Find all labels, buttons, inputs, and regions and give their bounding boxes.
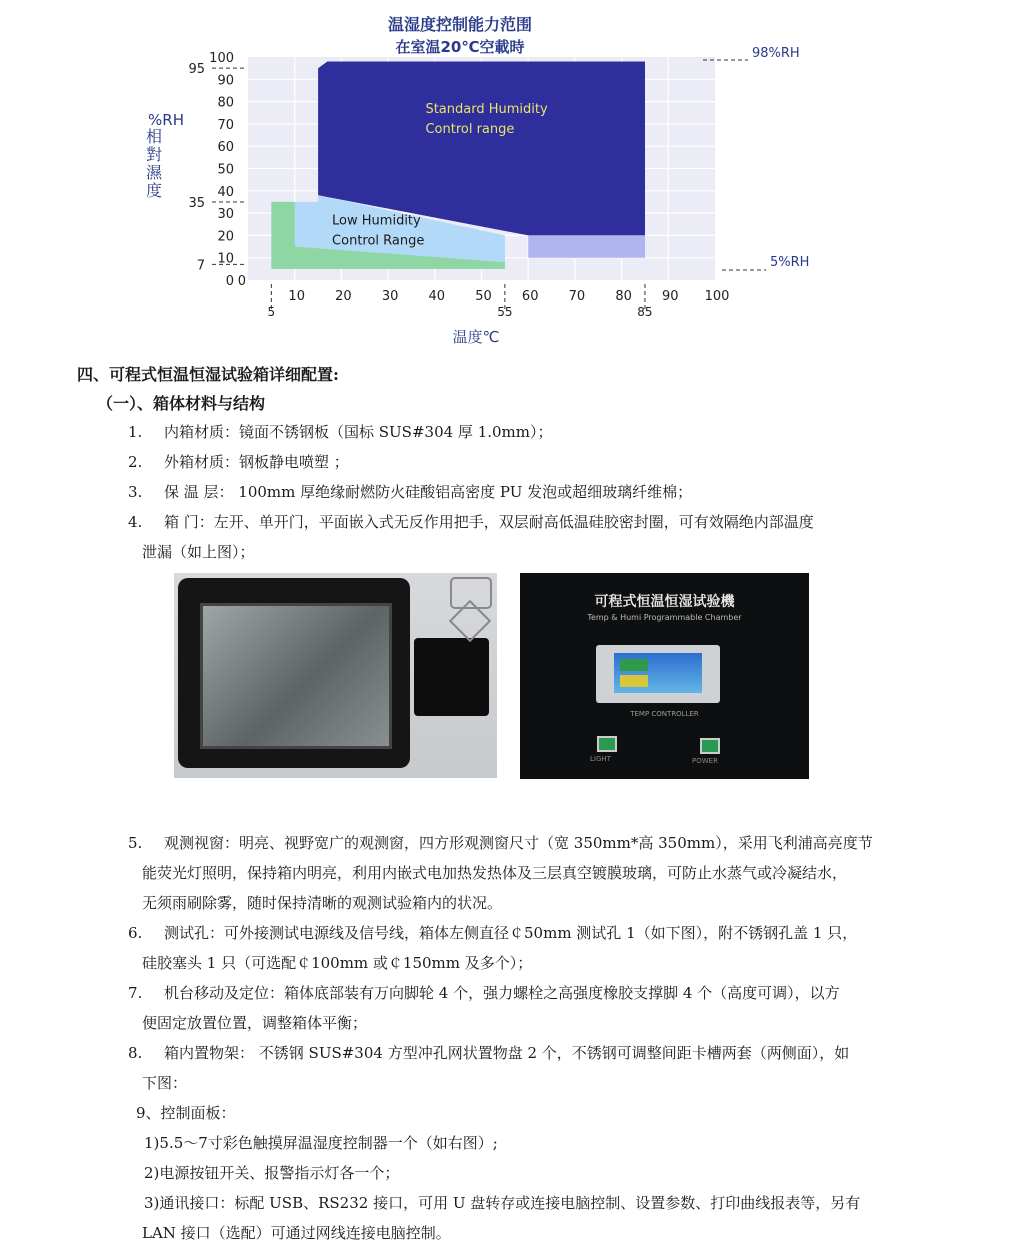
item-continuation: 硅胶塞头 1 只（可选配￠100mm 或￠150mm 及多个）； bbox=[142, 954, 533, 972]
region-label-standard: Standard Humidity bbox=[425, 101, 548, 117]
item-number: 5. bbox=[128, 834, 143, 852]
x-mark-label: 5 bbox=[267, 305, 276, 319]
section-subtitle: （一）、箱体材料与结构 bbox=[97, 394, 266, 413]
sub-item-continuation: LAN 接口（选配）可通过网线连接电脑控制。 bbox=[142, 1224, 451, 1242]
y-tick-label: 50 bbox=[217, 162, 234, 178]
region-label-standard: Control range bbox=[425, 121, 515, 137]
y-axis-label-cn: 對 bbox=[145, 145, 163, 164]
x-tick-label: 80 bbox=[615, 289, 632, 304]
item-text: 箱内置物架： 不锈钢 SUS#304 方型冲孔网状置物盘 2 个，不锈钢可调整间距卡槽两套（两侧面），如 bbox=[164, 1044, 850, 1062]
chart-title: 温湿度控制能力范围 bbox=[387, 15, 533, 34]
list-item bbox=[128, 447, 349, 477]
y-tick-label: 0 bbox=[225, 274, 234, 289]
x-axis-label: 温度℃ bbox=[452, 328, 500, 346]
item-continuation: 便固定放置位置，调整箱体平衡； bbox=[142, 1014, 368, 1032]
panel-title: 可程式恒温恒湿试验機 bbox=[594, 594, 735, 610]
item-continuation: 无须雨刷除雾，随时保持清晰的观测试验箱内的状况。 bbox=[142, 894, 503, 912]
y-tick-label: 20 bbox=[217, 229, 234, 245]
list-item bbox=[128, 828, 873, 858]
item-number: 4. bbox=[128, 513, 143, 531]
y-axis-label-cn: 濕 bbox=[145, 163, 163, 182]
right-label-98: 98%RH bbox=[752, 46, 800, 61]
plot-area bbox=[146, 51, 729, 319]
item-number: 3. bbox=[128, 483, 143, 501]
y-tick-label: 100 bbox=[209, 51, 234, 66]
item-text: 测试孔：可外接测试电源线及信号线，箱体左侧直径￠50mm 测试孔 1（如下图），附不锈钢孔盖 1 只， bbox=[164, 924, 858, 942]
item-number: 2. bbox=[128, 453, 143, 471]
section-title: 四、可程式恒温恒湿试验箱详细配置: bbox=[77, 365, 339, 384]
y-tick-label: 60 bbox=[217, 140, 234, 156]
y-mark-label: 35 bbox=[188, 195, 205, 211]
y-tick-label: 90 bbox=[217, 73, 234, 89]
x-tick-label: 20 bbox=[335, 289, 352, 304]
list-item bbox=[128, 417, 553, 447]
list-item bbox=[128, 978, 840, 1008]
x-tick-label: 60 bbox=[521, 289, 539, 304]
region-label-low: Control Range bbox=[332, 233, 425, 249]
y-tick-label: 30 bbox=[217, 207, 234, 223]
humidity-range-chart bbox=[0, 0, 1022, 360]
item-9-title: 9、控制面板： bbox=[136, 1104, 236, 1122]
item-number: 7. bbox=[128, 984, 143, 1002]
panel-subtitle: Temp & Humi Programmable Chamber bbox=[587, 613, 742, 622]
chart-subtitle: 在室温20℃空載時 bbox=[395, 38, 525, 56]
list-item bbox=[128, 1038, 849, 1068]
y-tick-label: 80 bbox=[217, 95, 234, 111]
item-text: 外箱材质：钢板静电喷塑 ； bbox=[164, 453, 349, 471]
x-tick-label: 40 bbox=[428, 289, 446, 304]
item-number: 1. bbox=[128, 423, 143, 441]
x-tick-label: 70 bbox=[568, 289, 586, 304]
y-tick-label: 40 bbox=[217, 184, 234, 200]
controller-label: TEMP CONTROLLER bbox=[630, 710, 699, 718]
item-text: 内箱材质：镜面不锈钢板（国标 SUS#304 厚 1.0mm）； bbox=[164, 423, 553, 441]
item-text: 箱 门：左开、单开门，平面嵌入式无反作用把手，双层耐高低温硅胶密封圈，可有效隔绝内部温度 bbox=[164, 513, 814, 531]
item-number: 6. bbox=[128, 924, 143, 942]
item-text: 保 温 层： 100mm 厚绝缘耐燃防火硅酸铝高密度 PU 发泡或超细玻璃纤维棉； bbox=[164, 483, 693, 501]
x-tick-label: 50 bbox=[475, 289, 492, 304]
right-label-5: 5%RH bbox=[770, 255, 810, 270]
item-text: 观测视窗：明亮、视野宽广的观测窗，四方形观测窗尺寸（宽 350mm*高 350mm），采用飞利浦高亮度节 bbox=[164, 834, 873, 852]
y-mark-label: 7 bbox=[196, 258, 205, 274]
light-button bbox=[597, 736, 617, 752]
y-mark-label: 95 bbox=[188, 62, 205, 78]
y-axis-label-cn: 相 bbox=[145, 127, 163, 146]
sub-item: 2)电源按钮开关、报警指示灯各一个； bbox=[144, 1164, 400, 1182]
item-number: 8. bbox=[128, 1044, 143, 1062]
x-tick-label: 10 bbox=[288, 289, 305, 304]
x-mark-label: 55 bbox=[497, 305, 513, 319]
power-button bbox=[700, 738, 720, 754]
control-panel-photo bbox=[520, 573, 809, 779]
y-tick-label: 70 bbox=[217, 117, 234, 133]
x-mark-label: 85 bbox=[637, 305, 653, 319]
door-handle-recess bbox=[414, 638, 489, 716]
controller-bezel bbox=[596, 645, 720, 703]
sub-item: 3)通讯接口：标配 USB、RS232 接口，可用 U 盘转存或连接电脑控制、设置参数、打印曲线报表等，另有 bbox=[144, 1194, 861, 1212]
item-continuation: 能荧光灯照明，保持箱内明亮，利用内嵌式电加热发热体及三层真空镀膜玻璃，可防止水蒸气或冷凝结水， bbox=[142, 864, 848, 882]
x-tick-label: 90 bbox=[662, 289, 679, 304]
list-item bbox=[128, 507, 814, 537]
chamber-door-photo bbox=[174, 573, 497, 778]
region-lavender bbox=[528, 235, 645, 257]
region-label-low: Low Humidity bbox=[332, 213, 421, 229]
item-text: 机台移动及定位：箱体底部装有万向脚轮 4 个，强力螺栓之高强度橡胶支撑脚 4 个（高度可调），以方 bbox=[164, 984, 840, 1002]
light-label: LIGHT bbox=[590, 755, 611, 763]
x-tick-label: 100 bbox=[704, 289, 730, 304]
sub-item: 1)5.5～7寸彩色触摸屏温湿度控制器一个（如右图）; bbox=[144, 1134, 498, 1152]
x-tick-label: 30 bbox=[381, 289, 399, 304]
list-item bbox=[128, 918, 857, 948]
y-axis-label: %RH bbox=[148, 111, 184, 129]
origin-label: 0 bbox=[237, 274, 246, 289]
list-item bbox=[128, 477, 692, 507]
touchscreen bbox=[614, 653, 702, 693]
power-label: POWER bbox=[692, 757, 718, 765]
item-continuation: 下图： bbox=[142, 1074, 188, 1092]
item-continuation: 泄漏（如上图）； bbox=[142, 543, 255, 561]
observation-window bbox=[200, 603, 392, 749]
y-tick-label: 10 bbox=[217, 251, 234, 267]
y-axis-label-cn: 度 bbox=[145, 181, 163, 200]
